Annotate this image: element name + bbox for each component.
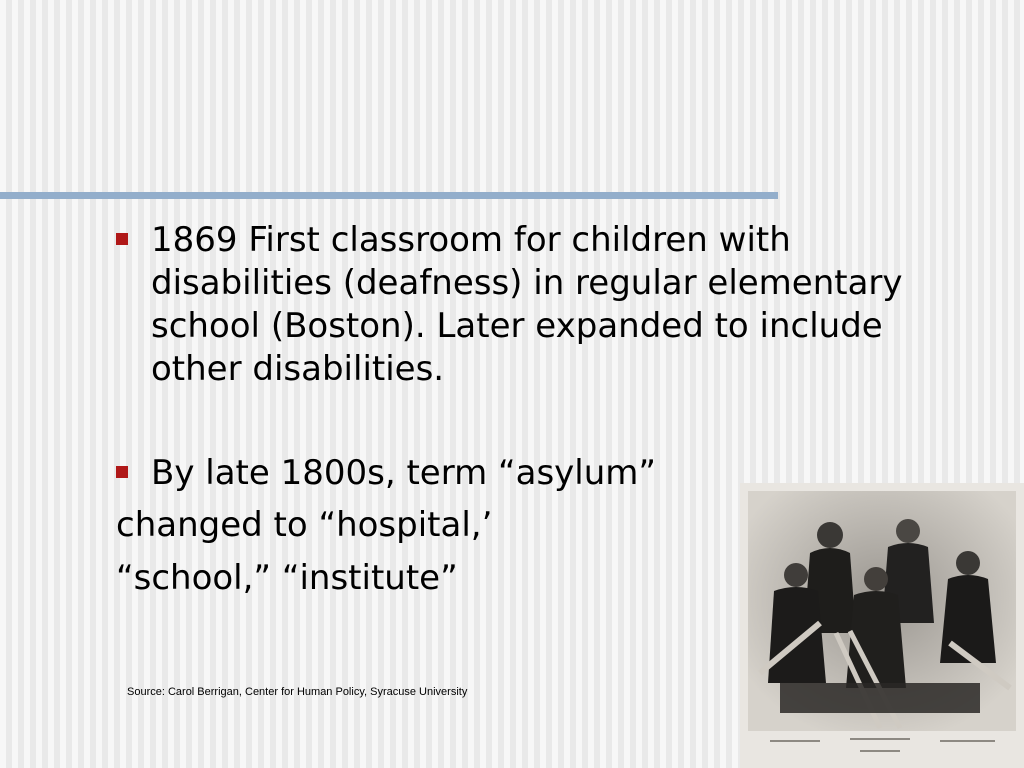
historical-group-photo bbox=[740, 483, 1024, 768]
continuation-line: changed to “hospital,’ bbox=[116, 505, 493, 545]
square-bullet-icon bbox=[116, 466, 128, 478]
bullet-text: By late 1800s, term “asylum” bbox=[151, 453, 657, 493]
header-divider bbox=[0, 192, 778, 199]
continuation-line: “school,” “institute” bbox=[116, 558, 458, 598]
source-citation: Source: Carol Berrigan, Center for Human Policy, Syracuse University bbox=[127, 686, 468, 698]
bullet-item-1869 bbox=[116, 219, 916, 391]
square-bullet-icon bbox=[116, 233, 128, 245]
bullet-text: 1869 First classroom for children with disabilities (deafness) in regular elementary school (Boston). Later expanded to include other disabilities. bbox=[151, 220, 903, 389]
